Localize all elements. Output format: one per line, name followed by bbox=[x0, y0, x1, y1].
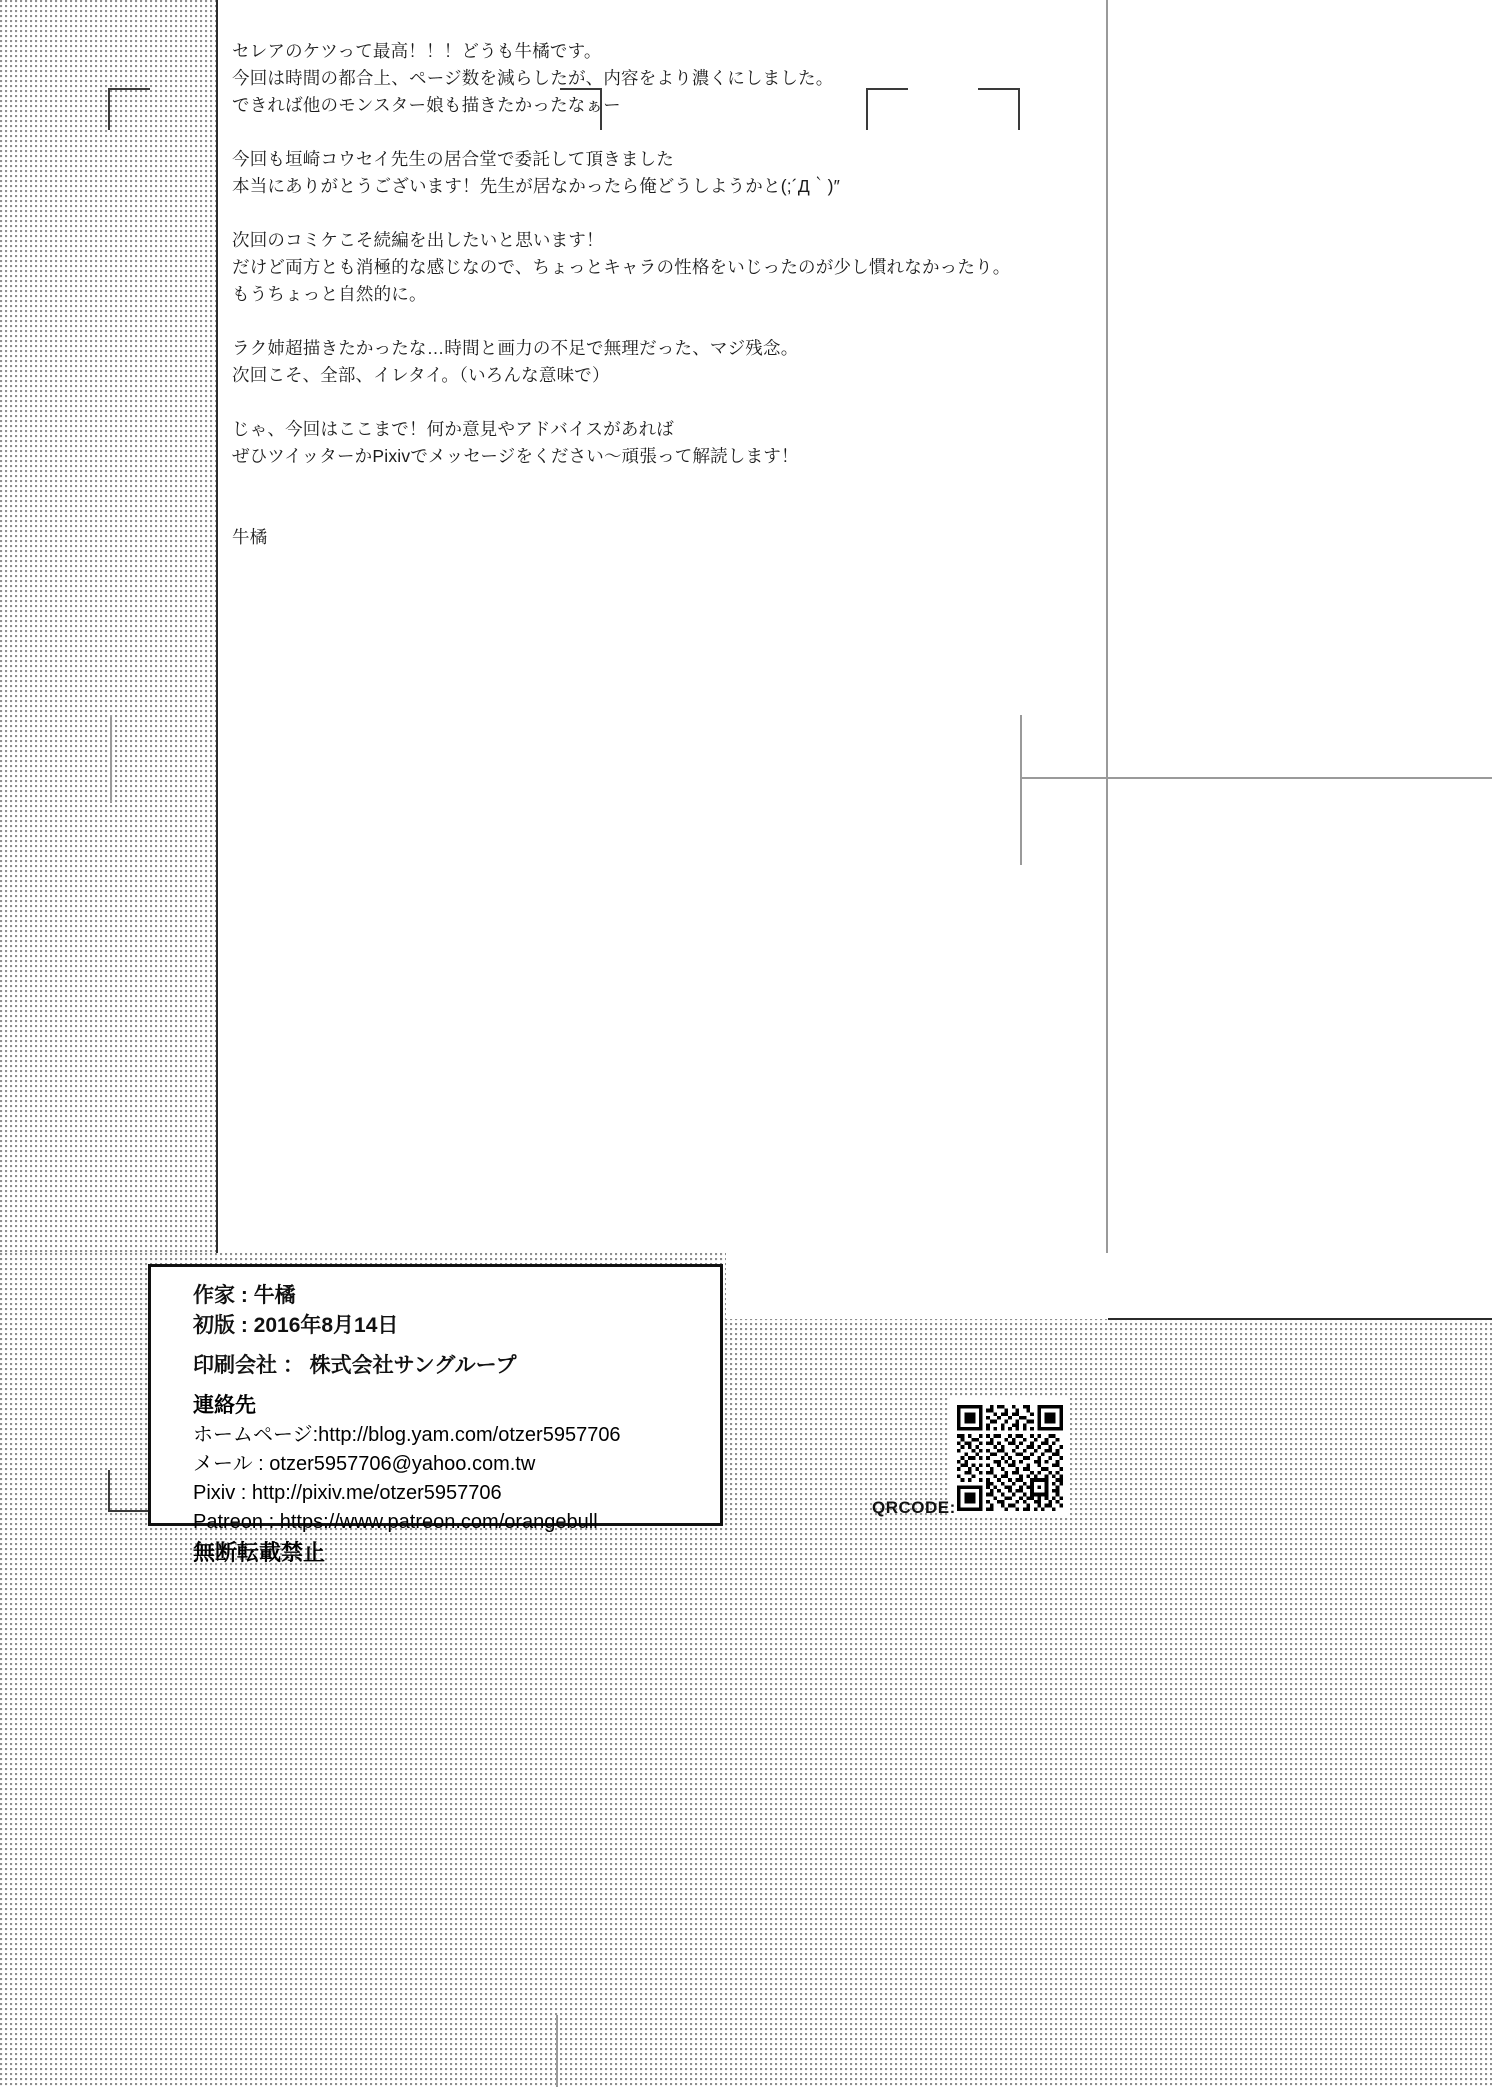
afterword-line: だけど両方とも消極的な感じなので、ちょっとキャラの性格をいじったのが少し慣れなかったり。 bbox=[232, 257, 1011, 277]
frame-rule-left bbox=[216, 0, 218, 1253]
afterword-line: ラク姉超描きたかったな…時間と画力の不足で無理だった、マジ残念。 bbox=[232, 338, 799, 358]
afterword-line: 本当にありがとうございます！先生が居なかったら俺どうしようかと(;´Д｀)″ bbox=[232, 176, 840, 196]
afterword-line: 今回は時間の都合上、ページ数を減らしたが、内容をより濃くにしました。 bbox=[232, 68, 834, 88]
colophon-first-edition: 初版 : 2016年8月14日 bbox=[193, 1314, 399, 1337]
frame-rule-right bbox=[1106, 0, 1108, 1253]
afterword-line: セレアのケツって最高！！！どうも牛橘です。 bbox=[232, 41, 602, 61]
registration-bracket-bottom-left bbox=[108, 1470, 150, 1512]
afterword-line: じゃ、今回はここまで！何か意見やアドバイスがあれば bbox=[232, 419, 674, 439]
afterword-line: 次回のコミケこそ続編を出したいと思います！ bbox=[232, 230, 604, 250]
crop-rule-mid-vertical bbox=[1020, 715, 1022, 865]
paragraph-gap bbox=[232, 119, 1072, 146]
crop-rule-mid-horizontal bbox=[1020, 777, 1492, 779]
qr-code-icon bbox=[957, 1405, 1063, 1511]
colophon-spacer bbox=[193, 1341, 720, 1351]
qr-code bbox=[950, 1398, 1070, 1518]
afterword-line: もうちょっと自然的に。 bbox=[232, 284, 427, 304]
afterword-line: 次回こそ、全部、イレタイ。（いろんな意味で） bbox=[232, 365, 610, 385]
afterword-signature: 牛橘 bbox=[232, 527, 268, 547]
colophon-mail[interactable]: メール : otzer5957706@yahoo.com.tw bbox=[193, 1453, 536, 1475]
registration-bracket-top-left bbox=[108, 88, 150, 130]
page-body-notch bbox=[726, 1253, 1492, 1319]
colophon-contact-heading: 連絡先 bbox=[193, 1394, 256, 1417]
afterword-text bbox=[232, 38, 1072, 551]
colophon-reprint-notice: 無断転載禁止 bbox=[193, 1540, 326, 1565]
paragraph-gap bbox=[232, 389, 1072, 416]
colophon-author: 作家 : 牛橘 bbox=[193, 1284, 296, 1307]
afterword-line: できれば他のモンスター娘も描きたかったなぁー bbox=[232, 95, 621, 115]
qr-code-label: QRCODE: bbox=[872, 1498, 956, 1517]
frame-rule-bottom-right bbox=[1108, 1318, 1492, 1320]
paragraph-gap bbox=[232, 200, 1072, 227]
afterword-line: ぜひツイッターかPixivでメッセージをください〜頑張って解読します！ bbox=[232, 446, 799, 466]
colophon-homepage[interactable]: ホームページ:http://blog.yam.com/otzer5957706 bbox=[193, 1424, 621, 1446]
crop-rule-left-vertical bbox=[110, 715, 112, 803]
colophon-patreon[interactable]: Patreon : https://www.patreon.com/orangebull bbox=[193, 1511, 598, 1533]
crop-rule-bottom-center bbox=[556, 2015, 558, 2087]
colophon-box bbox=[148, 1264, 723, 1565]
colophon-spacer bbox=[193, 1381, 720, 1391]
halftone-band-left bbox=[0, 0, 216, 1253]
colophon-printer: 印刷会社 ： 株式会社サングループ bbox=[193, 1354, 517, 1377]
colophon-pixiv[interactable]: Pixiv : http://pixiv.me/otzer5957706 bbox=[193, 1482, 502, 1504]
paragraph-gap bbox=[232, 308, 1072, 335]
afterword-line: 今回も垣崎コウセイ先生の居合堂で委託して頂きました bbox=[232, 149, 674, 169]
